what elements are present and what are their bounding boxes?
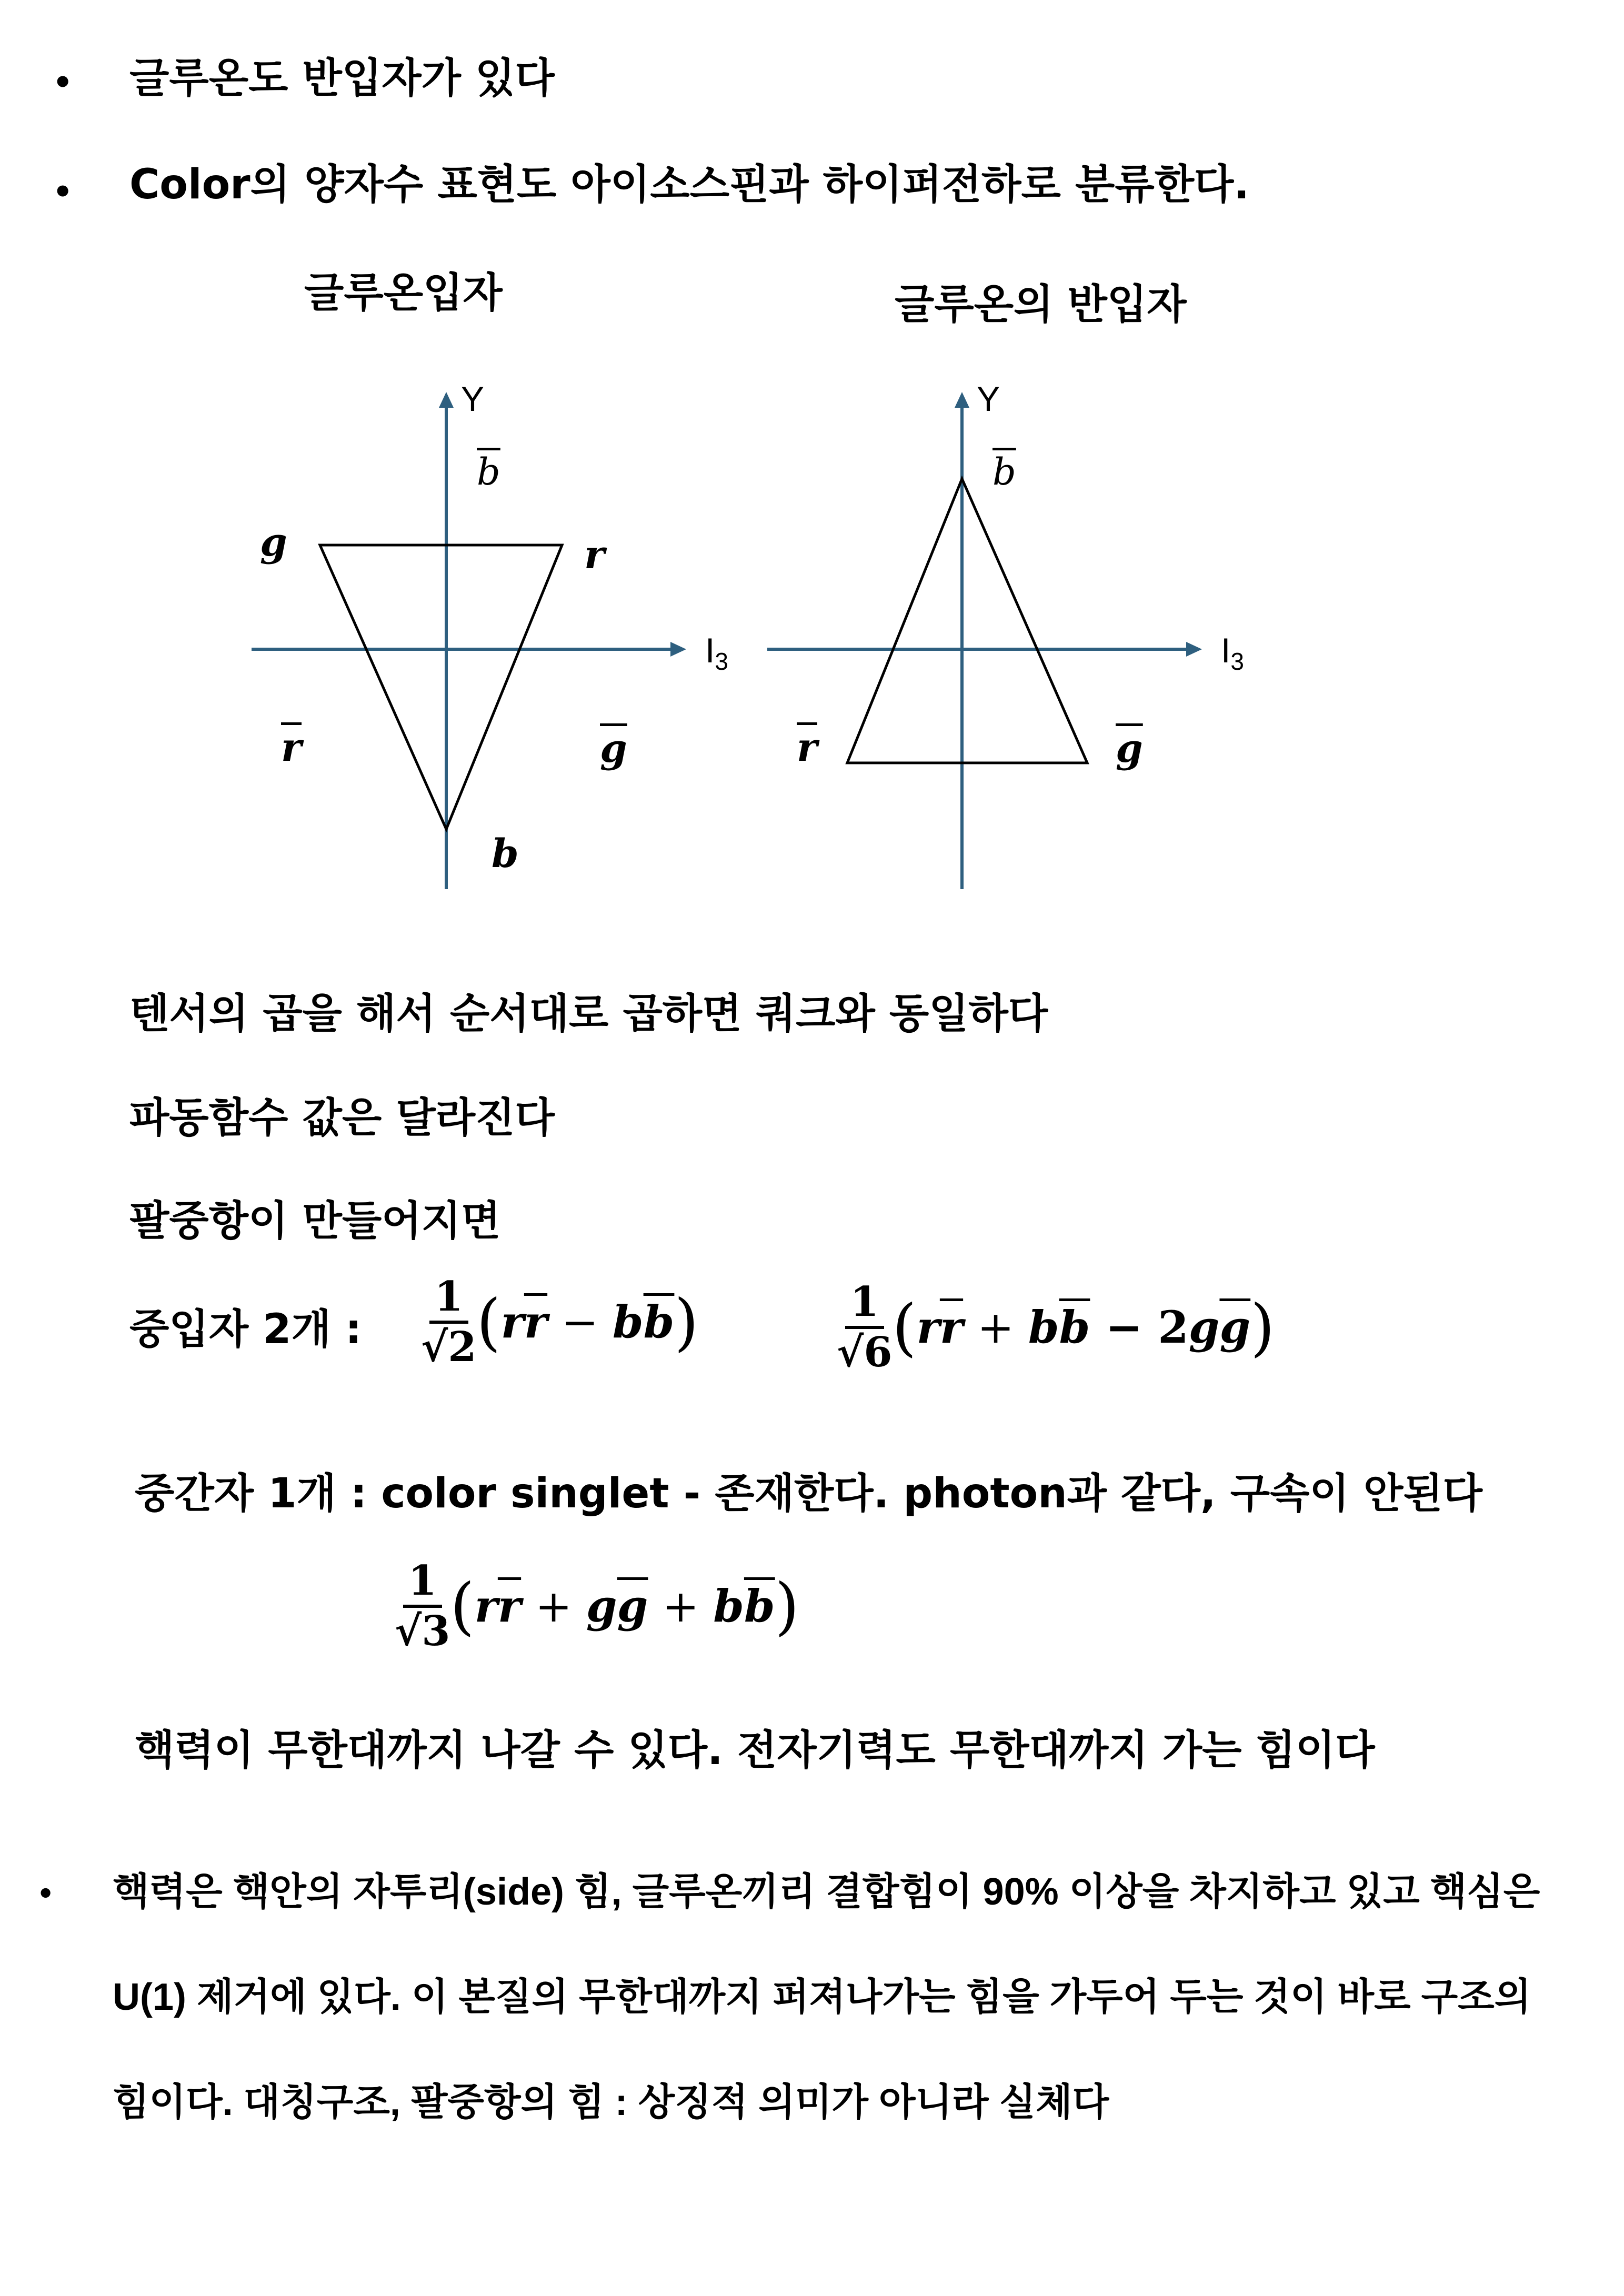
bottom-line-1: 핵력은 핵안의 자투리(side) 힘, 글루온끼리 결합힘이 90% 이상을 차지하고 있고 핵심은 [113,1871,1540,1913]
right-axes [767,400,1188,889]
left-label-g: g [260,520,287,565]
bullet-dot: • [53,174,73,210]
right-label-g-bar: $\overline{g}$ [1116,726,1143,771]
bullet-dot: • [37,1878,55,1910]
right-y-arrow [955,392,969,408]
bottom-line-3: 힘이다. 대칭구조, 팔중항의 힘 : 상징적 의미가 아니라 실체다 [113,2081,1109,2123]
tensor-line: 텐서의 곱을 해서 순서대로 곱하면 쿼크와 동일하다 [129,990,1048,1038]
bullet-text-1: 글루온도 반입자가 있다 [129,55,555,102]
left-label-r: r [584,532,605,578]
right-label-r-bar: $\overline{r}$ [797,725,817,770]
bullet-text-2: Color의 양자수 표현도 아이소스핀과 하이퍼전하로 분류한다. [129,161,1250,208]
left-label-b: b [492,831,519,877]
left-y-arrow [439,392,454,408]
octet-line: 팔중항이 만들어지면 [129,1197,501,1245]
left-x-arrow [670,642,686,657]
left-label-g-bar: $\overline{g}$ [600,726,627,771]
left-y-label: Y [461,379,485,418]
bottom-line-2: U(1) 제거에 있다. 이 본질의 무한대까지 퍼져나가는 힘을 가두어 두는 것이 바로 구조의 [113,1976,1531,2018]
wave-line: 파동함수 값은 달라진다 [129,1094,555,1142]
left-label-r-bar: $\overline{r}$ [281,725,302,770]
left-triangle [320,545,562,829]
left-label-b-bar: $\overline{b}$ [477,450,500,494]
formula-2: $\frac{1}{√6}$ $(r\overline{r} + b\overline{b} - 2g\overline{g})$ [837,1278,1275,1376]
bullet-dot: • [53,64,73,101]
left-axes [252,400,674,889]
neutral-2-label: 중입자 2개 : [129,1306,362,1353]
formula-1: $\frac{1}{√2}$ $(r\overline{r} - b\overline{b})$ [421,1273,699,1371]
right-x-label: $I_3$ [1221,631,1244,676]
right-x-arrow [1186,642,1202,657]
right-y-label: Y [977,379,1000,418]
infinite-line: 핵력이 무한대까지 나갈 수 있다. 전자기력도 무한대까지 가는 힘이다 [135,1727,1375,1774]
right-label-b-bar: $\overline{b}$ [993,450,1016,494]
left-x-label: $I_3$ [705,631,728,676]
neutral-1-line: 중간자 1개 : color singlet - 존재한다. photon과 같다, 구속이 안된다 [135,1470,1482,1517]
right-triangle [847,479,1087,763]
gluon-weight-diagram [0,0,1624,921]
left-diagram-title: 글루온입자 [304,269,503,317]
right-diagram-title: 글루온의 반입자 [895,281,1187,328]
formula-3: $\frac{1}{√3}$ $(r\overline{r} + g\overline{g} + b\overline{b})$ [395,1557,799,1655]
